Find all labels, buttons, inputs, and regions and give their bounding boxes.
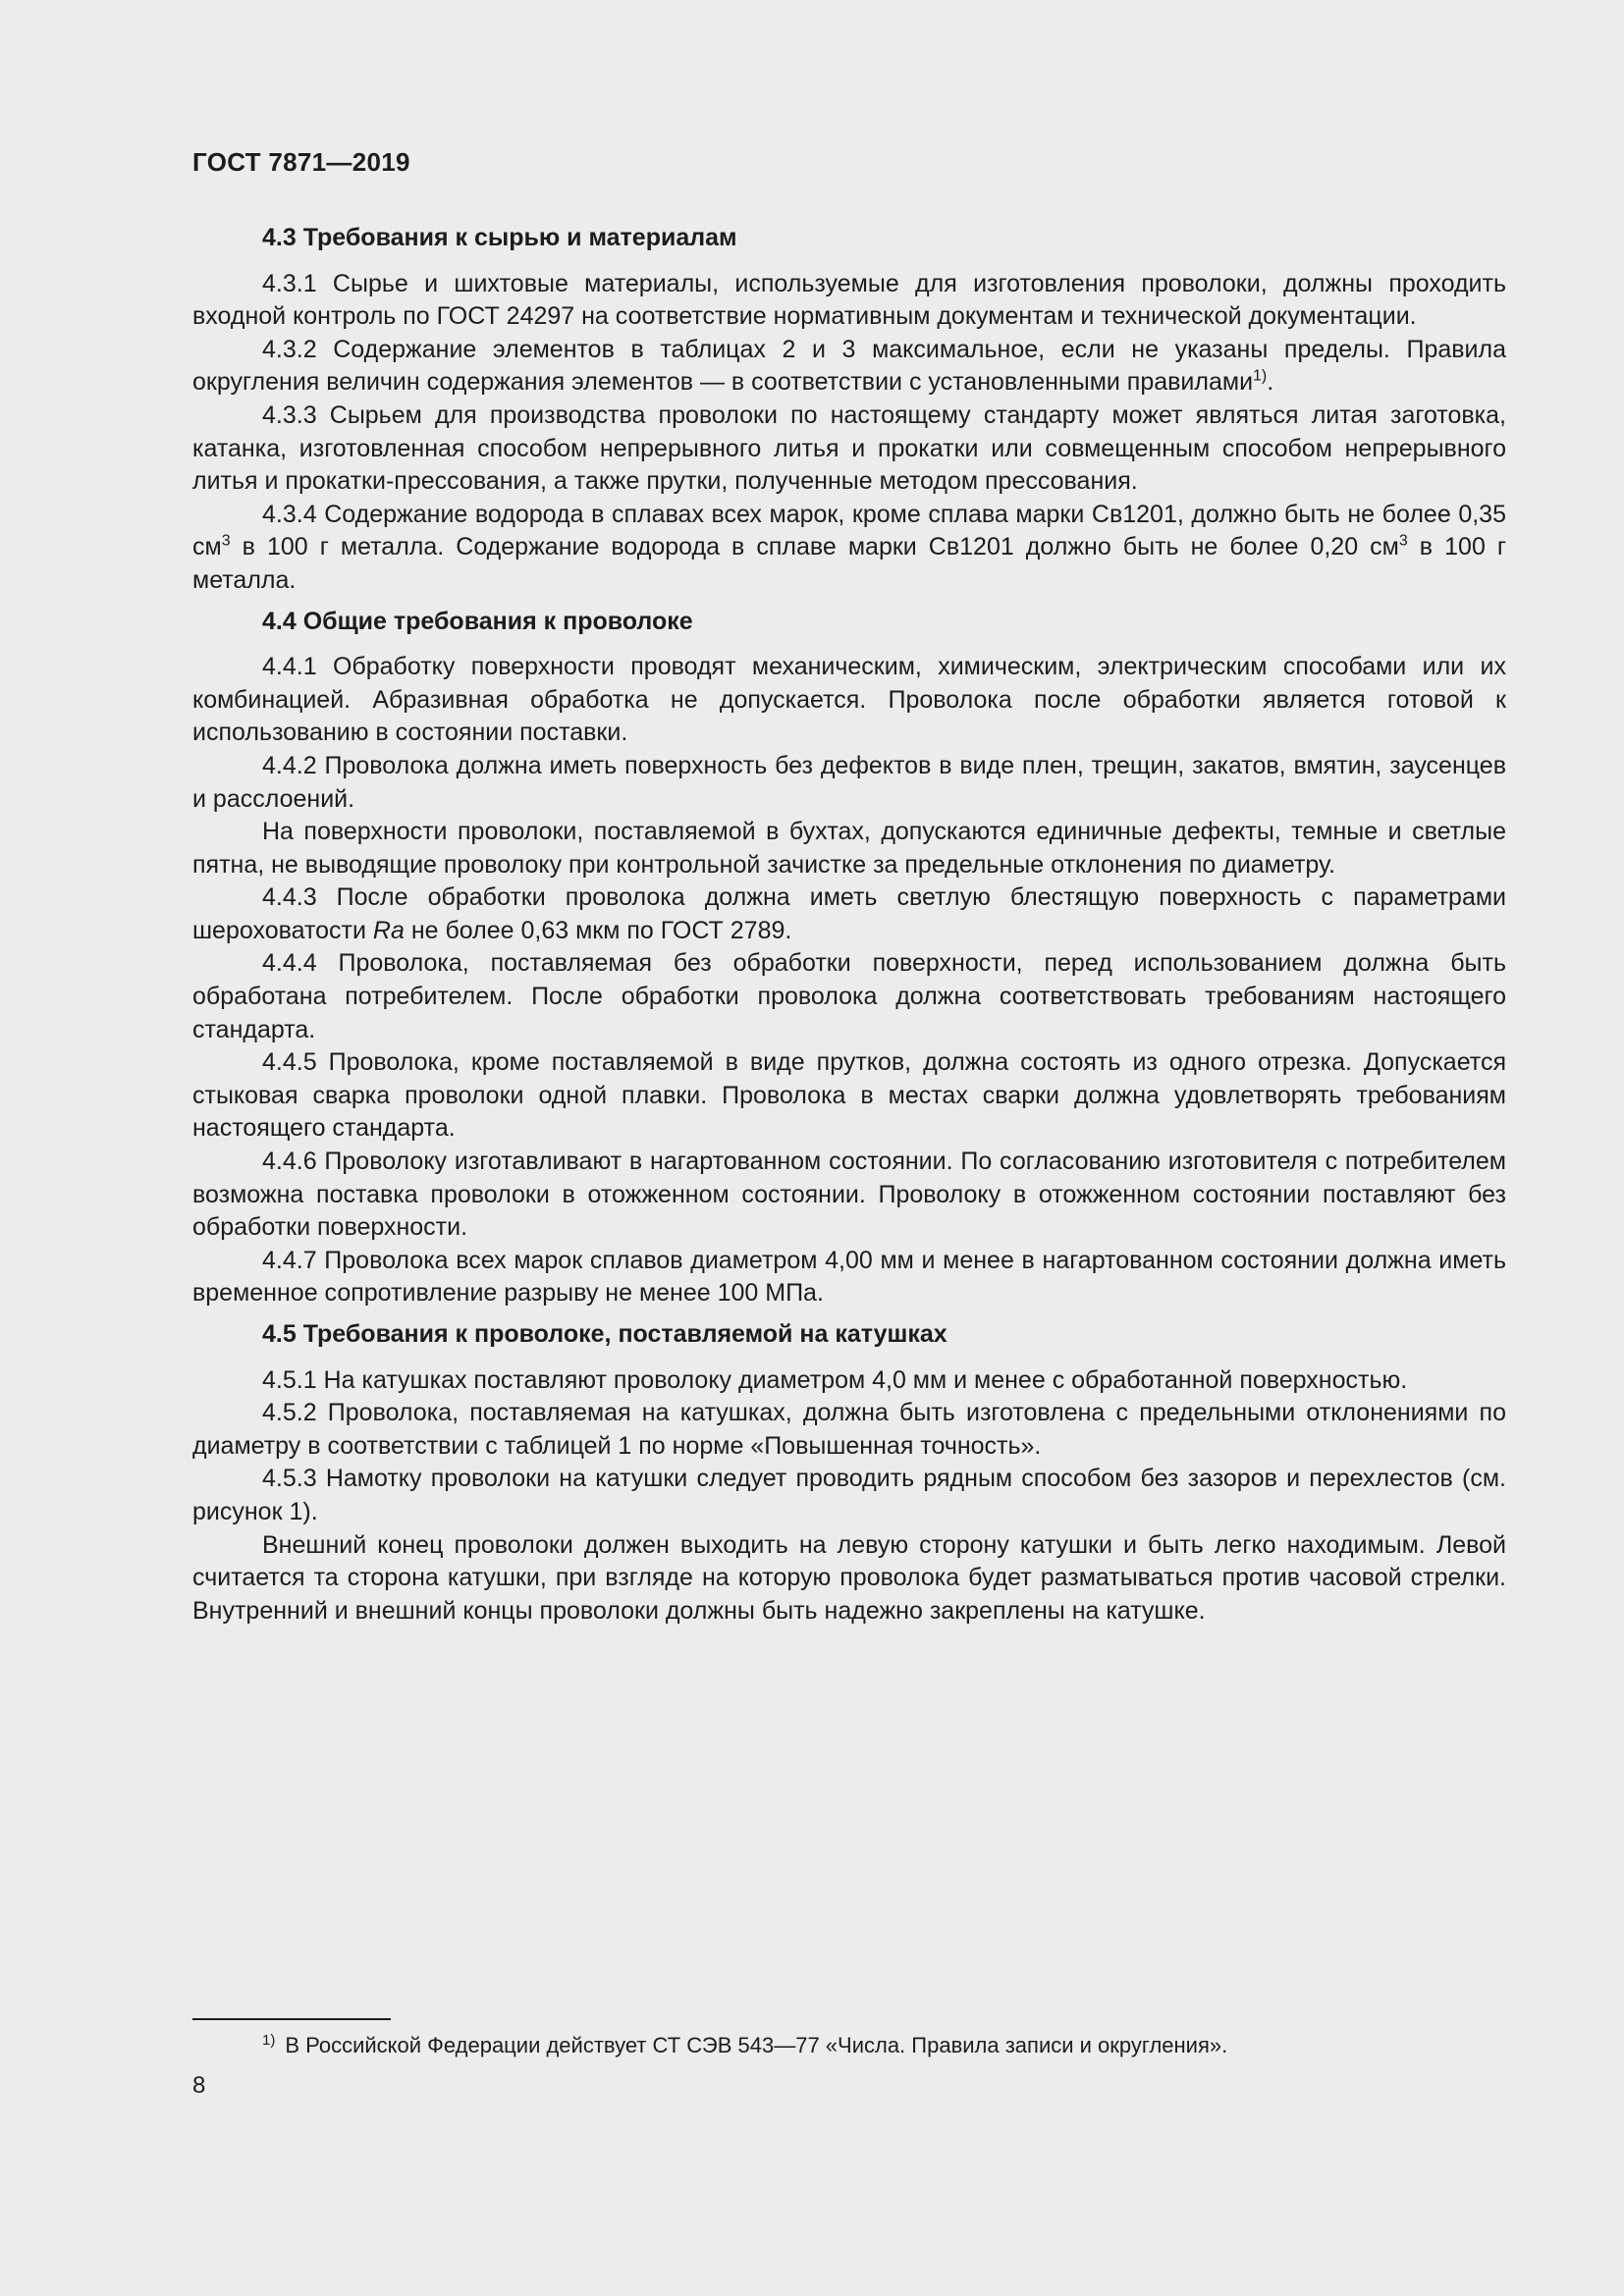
paragraph-4-4-6: 4.4.6 Проволоку изготавливают в нагартованном состоянии. По согласованию изготовителя с потребителем возможна поставка проволоки в отожженном состоянии. Проволоку в отожженном состоянии поставляют без обработки поверхности. bbox=[192, 1148, 1506, 1242]
footnote-divider bbox=[192, 2018, 391, 2020]
paragraph-4-3-2: 4.3.2 Содержание элементов в таблицах 2 и 3 максимальное, если не указаны пределы. Правила округления величин содержания элементов — в соответствии с установленными правилами$^{1)}$. bbox=[192, 335, 1506, 397]
paragraph-4-4-4: 4.4.4 Проволока, поставляемая без обработки поверхности, перед использованием должна быть обработана потребителем. После обработки проволока должна соответствовать требованиям настоящего стандарта. bbox=[192, 949, 1506, 1043]
paragraph-4-3-3: 4.3.3 Сырьем для производства проволоки по настоящему стандарту может являться литая заготовка, катанка, изготовленная способом непрерывного литья и прокатки или совмещенным способом непрерывного литья и прокатки-прессования, а также прутки, полученные методом прессования. bbox=[192, 400, 1506, 496]
paragraph-4-3-4: 4.3.4 Содержание водорода в сплавах всех марок, кроме сплава марки Св1201, должно быть не более 0,35 $см^3$ в 100 г металла. Содержание водорода в сплаве марки Св1201 должно быть не более 0,20 $см^3$ в 100 г металла. bbox=[192, 500, 1507, 594]
superscript-cubed: 3 bbox=[221, 533, 231, 551]
paragraph-4-4-1: 4.4.1 Обработку поверхности проводят механическим, химическим, электрическим способами или их комбинацией. Абразивная обработка не допускается. Проволока после обработки является готовой к использованию в состоянии поставки. bbox=[192, 653, 1506, 747]
paragraph-4-4-2: 4.4.2 Проволока должна иметь поверхность без дефектов в виде плен, трещин, закатов, вмятин, заусенцев и расслоений. bbox=[192, 751, 1506, 813]
page-number: 8 bbox=[192, 2072, 206, 2099]
section-heading-4-5: 4.5 Требования к проволоке, поставляемой на катушках bbox=[262, 1320, 947, 1348]
paragraph-4-4-5: 4.4.5 Проволока, кроме поставляемой в виде прутков, должна состоять из одного отрезка. Допускается стыковая сварка проволоки одной плавки. Проволока в местах сварки должна удовлетворять требованиям настоящего стандарта. bbox=[192, 1048, 1506, 1143]
paragraph-4-5-3: 4.5.3 Намотку проволоки на катушки следует проводить рядным способом без зазоров и перехлестов (см. рисунок 1). bbox=[192, 1465, 1506, 1525]
section-heading-4-4: 4.4 Общие требования к проволоке bbox=[262, 607, 693, 635]
paragraph-4-5-3-cont: Внешний конец проволоки должен выходить на левую сторону катушки и быть легко находимым. Левой считается та сторона катушки, при взгляде на которую проволока будет разматываться против часовой стрелки. Внутренний и внешний концы проволоки должны быть надежно закреплены на катушке. bbox=[192, 1530, 1506, 1625]
footnote-ref[interactable]: 1) bbox=[1253, 368, 1268, 386]
paragraph-4-3-1: 4.3.1 Сырье и шихтовые материалы, используемые для изготовления проволоки, должны проходить входной контроль по ГОСТ 24297 на соответствие нормативным документам и технической документации. bbox=[192, 269, 1506, 331]
paragraph-4-4-2-cont: На поверхности проволоки, поставляемой в бухтах, допускаются единичные дефекты, темные и светлые пятна, не выводящие проволоку при контрольной зачистке за предельные отклонения по диаметру. bbox=[192, 818, 1506, 879]
footnote-marker: 1) bbox=[262, 2031, 276, 2049]
section-heading-4-3: 4.3 Требования к сырью и материалам bbox=[262, 224, 737, 251]
document-header: ГОСТ 7871—2019 bbox=[192, 147, 410, 177]
superscript-cubed: 3 bbox=[1398, 533, 1408, 551]
footnote bbox=[262, 2033, 1227, 2058]
document-body bbox=[192, 222, 1506, 1628]
paragraph-4-4-3: 4.4.3 После обработки проволока должна иметь светлую блестящую поверхность с параметрами шероховатости Ra не более 0,63 мкм по ГОСТ 2789. bbox=[192, 883, 1506, 944]
paragraph-4-4-7: 4.4.7 Проволока всех марок сплавов диаметром 4,00 мм и менее в нагартованном состоянии должна иметь временное сопротивление разрыву не менее 100 МПа. bbox=[192, 1246, 1506, 1308]
paragraph-4-5-2: 4.5.2 Проволока, поставляемая на катушках, должна быть изготовлена с предельными отклонениями по диаметру в соответствии с таблицей 1 по норме «Повышенная точность». bbox=[192, 1399, 1506, 1460]
paragraph-4-5-1: 4.5.1 На катушках поставляют проволоку диаметром 4,0 мм и менее с обработанной поверхностью. bbox=[262, 1365, 1408, 1394]
footnote-text: В Российской Федерации действует СТ СЭВ 543—77 «Числа. Правила записи и округления». bbox=[285, 2033, 1228, 2057]
